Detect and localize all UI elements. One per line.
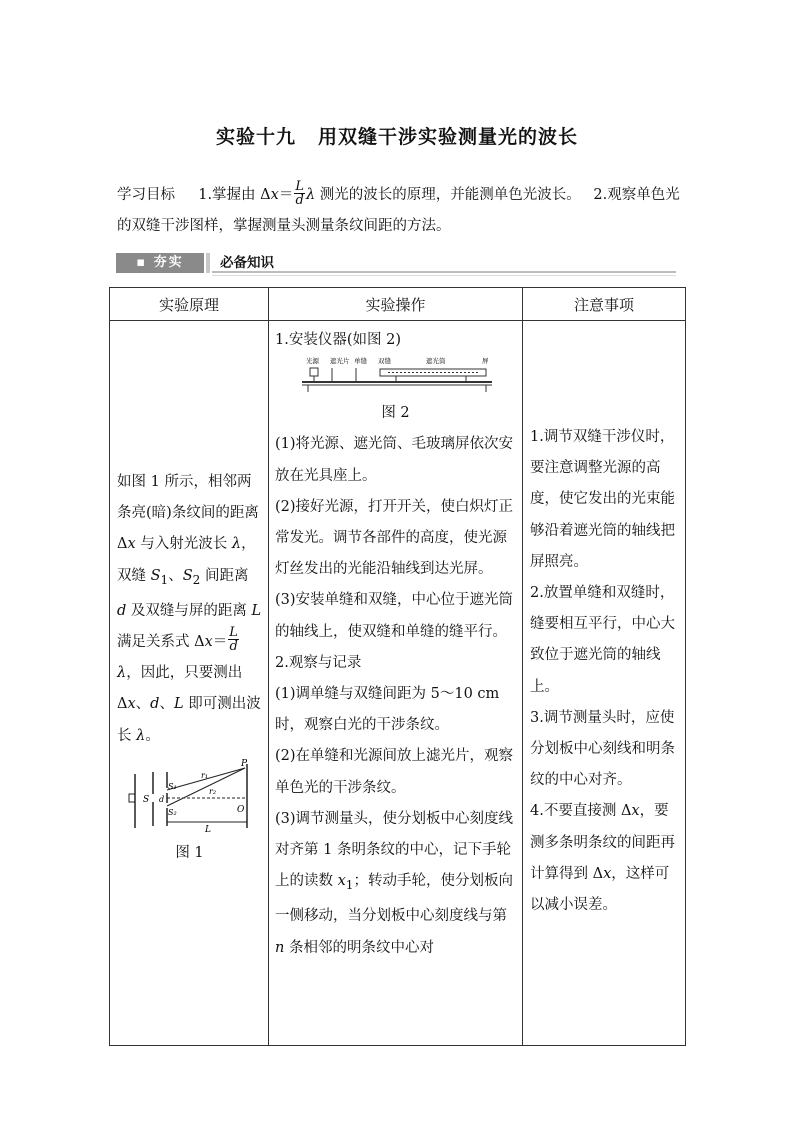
p-d2: d bbox=[150, 696, 160, 713]
figure1-caption: 图 1 bbox=[175, 844, 204, 861]
goals-label: 学习目标 bbox=[117, 187, 175, 203]
header-notes: 注意事项 bbox=[523, 288, 686, 321]
p-fraction bbox=[228, 626, 239, 653]
p-lambda3: λ bbox=[136, 727, 146, 744]
op-q2: (2)在单缝和光源间放上滤光片，观察单色光的干涉条纹。 bbox=[275, 748, 514, 796]
p-d: d bbox=[117, 602, 127, 619]
p-L: L bbox=[251, 602, 262, 619]
p-s1: S bbox=[150, 567, 161, 584]
p-x2: x bbox=[204, 633, 213, 650]
notes-cell bbox=[523, 321, 686, 1046]
p-x3: x bbox=[127, 696, 136, 713]
p-sep: 、 bbox=[168, 567, 183, 584]
op-q3a: (3)调节测量头，使分划板中心刻度线对齐第 1 条明条纹的中心，记下手轮上的读数 bbox=[275, 810, 514, 890]
banner-rule bbox=[212, 271, 676, 273]
op-p3: (3)安装单缝和双缝，中心位于遮光筒的轴线上，使双缝和单缝的缝平行。 bbox=[275, 592, 514, 640]
apparatus-label-0: 光源 bbox=[305, 357, 319, 366]
banner-tag: ▪ 夯实 bbox=[116, 253, 204, 273]
p-t1: 如图 1 所示，相邻两条亮(暗)条纹间的距离 Δ bbox=[117, 474, 259, 553]
goal1-fraction bbox=[294, 180, 305, 207]
note-1: 1.调节双缝干涉仪时，要注意调整光源的高度，使它发出的光束能够沿着遮光筒的轴线把屏照亮。 bbox=[530, 429, 675, 570]
label-S: S bbox=[142, 794, 149, 805]
note-4x2: x bbox=[603, 865, 612, 882]
p-s2-sub: 2 bbox=[192, 572, 201, 587]
note-2: 2.放置单缝和双缝时，缝要相互平行，中心大致位于遮光筒的轴线上。 bbox=[530, 585, 675, 695]
header-operation: 实验操作 bbox=[269, 288, 523, 321]
goal1-eq: ＝ bbox=[278, 187, 294, 203]
figure2-caption: 图 2 bbox=[381, 405, 410, 422]
p-t3: ，双缝 bbox=[117, 536, 256, 584]
goal1-lambda: λ bbox=[305, 187, 316, 203]
note-4x: x bbox=[631, 803, 640, 820]
label-d: d bbox=[158, 794, 164, 804]
p-lambda: λ bbox=[231, 536, 242, 553]
p-t10: 即可测出波长 bbox=[117, 696, 261, 744]
page-title bbox=[0, 122, 794, 149]
op-q1: (1)调单缝与双缝间距为 5～10 cm 时，观察白光的干涉条纹。 bbox=[275, 686, 500, 734]
op-step2: 2.观察与记录 bbox=[275, 654, 362, 671]
p-t11: 。 bbox=[145, 727, 160, 744]
goal1-frac-num: L bbox=[295, 178, 304, 194]
p-s2: S bbox=[182, 567, 193, 584]
note-4a: 4.不要直接测 Δ bbox=[530, 803, 632, 820]
banner-separator bbox=[206, 253, 210, 273]
banner-rule-thin bbox=[212, 275, 676, 276]
apparatus-label-2: 单缝 bbox=[353, 357, 367, 366]
title-part2: 用双缝干涉实验测量光的波长 bbox=[318, 126, 579, 148]
double-slit-diagram bbox=[125, 756, 255, 838]
learning-goals bbox=[117, 180, 689, 242]
principle-text bbox=[117, 467, 262, 752]
label-P: P bbox=[240, 758, 247, 769]
note-4c: ，这样可以减小误差。 bbox=[530, 865, 670, 914]
goal1-post: 测光的波长的原理，并能测单色光波长。 bbox=[315, 187, 581, 203]
principle-cell bbox=[110, 321, 269, 1046]
header-principle: 实验原理 bbox=[110, 288, 269, 321]
op-p2: (2)接好光源，打开开关，使白炽灯正常发光。调节各部件的高度，使光源灯丝发出的光能沿轴线到达光屏。 bbox=[275, 498, 514, 578]
apparatus-diagram bbox=[296, 356, 496, 398]
p-t6: 满足关系式 Δ bbox=[117, 633, 205, 650]
p-s1-sub: 1 bbox=[160, 572, 169, 587]
table-body-row bbox=[110, 321, 686, 1046]
p-t4: 间距离 bbox=[200, 567, 249, 584]
apparatus-label-3: 双缝 bbox=[377, 357, 391, 366]
apparatus-label-5: 屏 bbox=[481, 357, 488, 366]
op-q3x: x bbox=[337, 873, 346, 890]
op-q3b: ；转动手轮，使分划板向一侧移动，当分划板中心刻度线与第 bbox=[275, 873, 513, 925]
op-q3 bbox=[275, 804, 516, 964]
label-S2: S₂ bbox=[167, 807, 177, 817]
op-q3c: 条相邻的明条纹中心对 bbox=[284, 939, 434, 956]
note-4 bbox=[530, 796, 679, 921]
op-step1: 1.安装仪器(如图 2) bbox=[275, 332, 401, 348]
p-t9: 、 bbox=[159, 696, 174, 713]
experiment-table bbox=[109, 287, 686, 1046]
p-frac-num: L bbox=[229, 625, 238, 641]
goal1-pre: 1.掌握由 Δ bbox=[198, 187, 271, 203]
p-t2: 与入射光波长 bbox=[135, 536, 232, 553]
p-t7: ，因此，只要测出 Δ bbox=[117, 665, 243, 713]
banner-label: 必备知识 bbox=[220, 255, 274, 271]
p-frac-den: d bbox=[229, 639, 238, 655]
label-S1: S₁ bbox=[167, 781, 177, 791]
op-p1: (1)将光源、遮光筒、毛玻璃屏依次安放在光具座上。 bbox=[275, 436, 514, 484]
label-L: L bbox=[204, 824, 211, 835]
p-L2: L bbox=[173, 696, 184, 713]
apparatus-label-4: 遮光筒 bbox=[425, 357, 445, 366]
p-t5: 及双缝与屏的距离 bbox=[126, 602, 252, 619]
op-q3n: n bbox=[275, 939, 285, 956]
title-part1: 实验十九 bbox=[215, 126, 296, 148]
label-r2: r₂ bbox=[208, 786, 216, 796]
note-3: 3.调节测量头时，应使分划板中心刻线和明条纹的中心对齐。 bbox=[530, 709, 675, 789]
label-r1: r₁ bbox=[200, 770, 208, 780]
goal1-var: x bbox=[270, 187, 279, 203]
op-q3sub: 1 bbox=[345, 878, 354, 893]
section-banner bbox=[116, 253, 676, 275]
p-t8: 、 bbox=[135, 696, 151, 713]
operation-cell bbox=[269, 321, 523, 1046]
apparatus-label-1: 遮光片 bbox=[329, 357, 349, 366]
p-eq: ＝ bbox=[212, 633, 228, 650]
p-x: x bbox=[127, 536, 136, 553]
p-lambda2: λ bbox=[117, 665, 127, 682]
note-4b: ，要测多条明条纹的间距再计算得到 Δ bbox=[530, 803, 675, 882]
table-header-row bbox=[110, 288, 686, 321]
goal1-frac-den: d bbox=[295, 192, 304, 208]
label-O: O bbox=[236, 804, 244, 815]
goal2: 2.观察单色光的双缝干涉图样，掌握测量头测量条纹间距的方法。 bbox=[117, 187, 680, 234]
